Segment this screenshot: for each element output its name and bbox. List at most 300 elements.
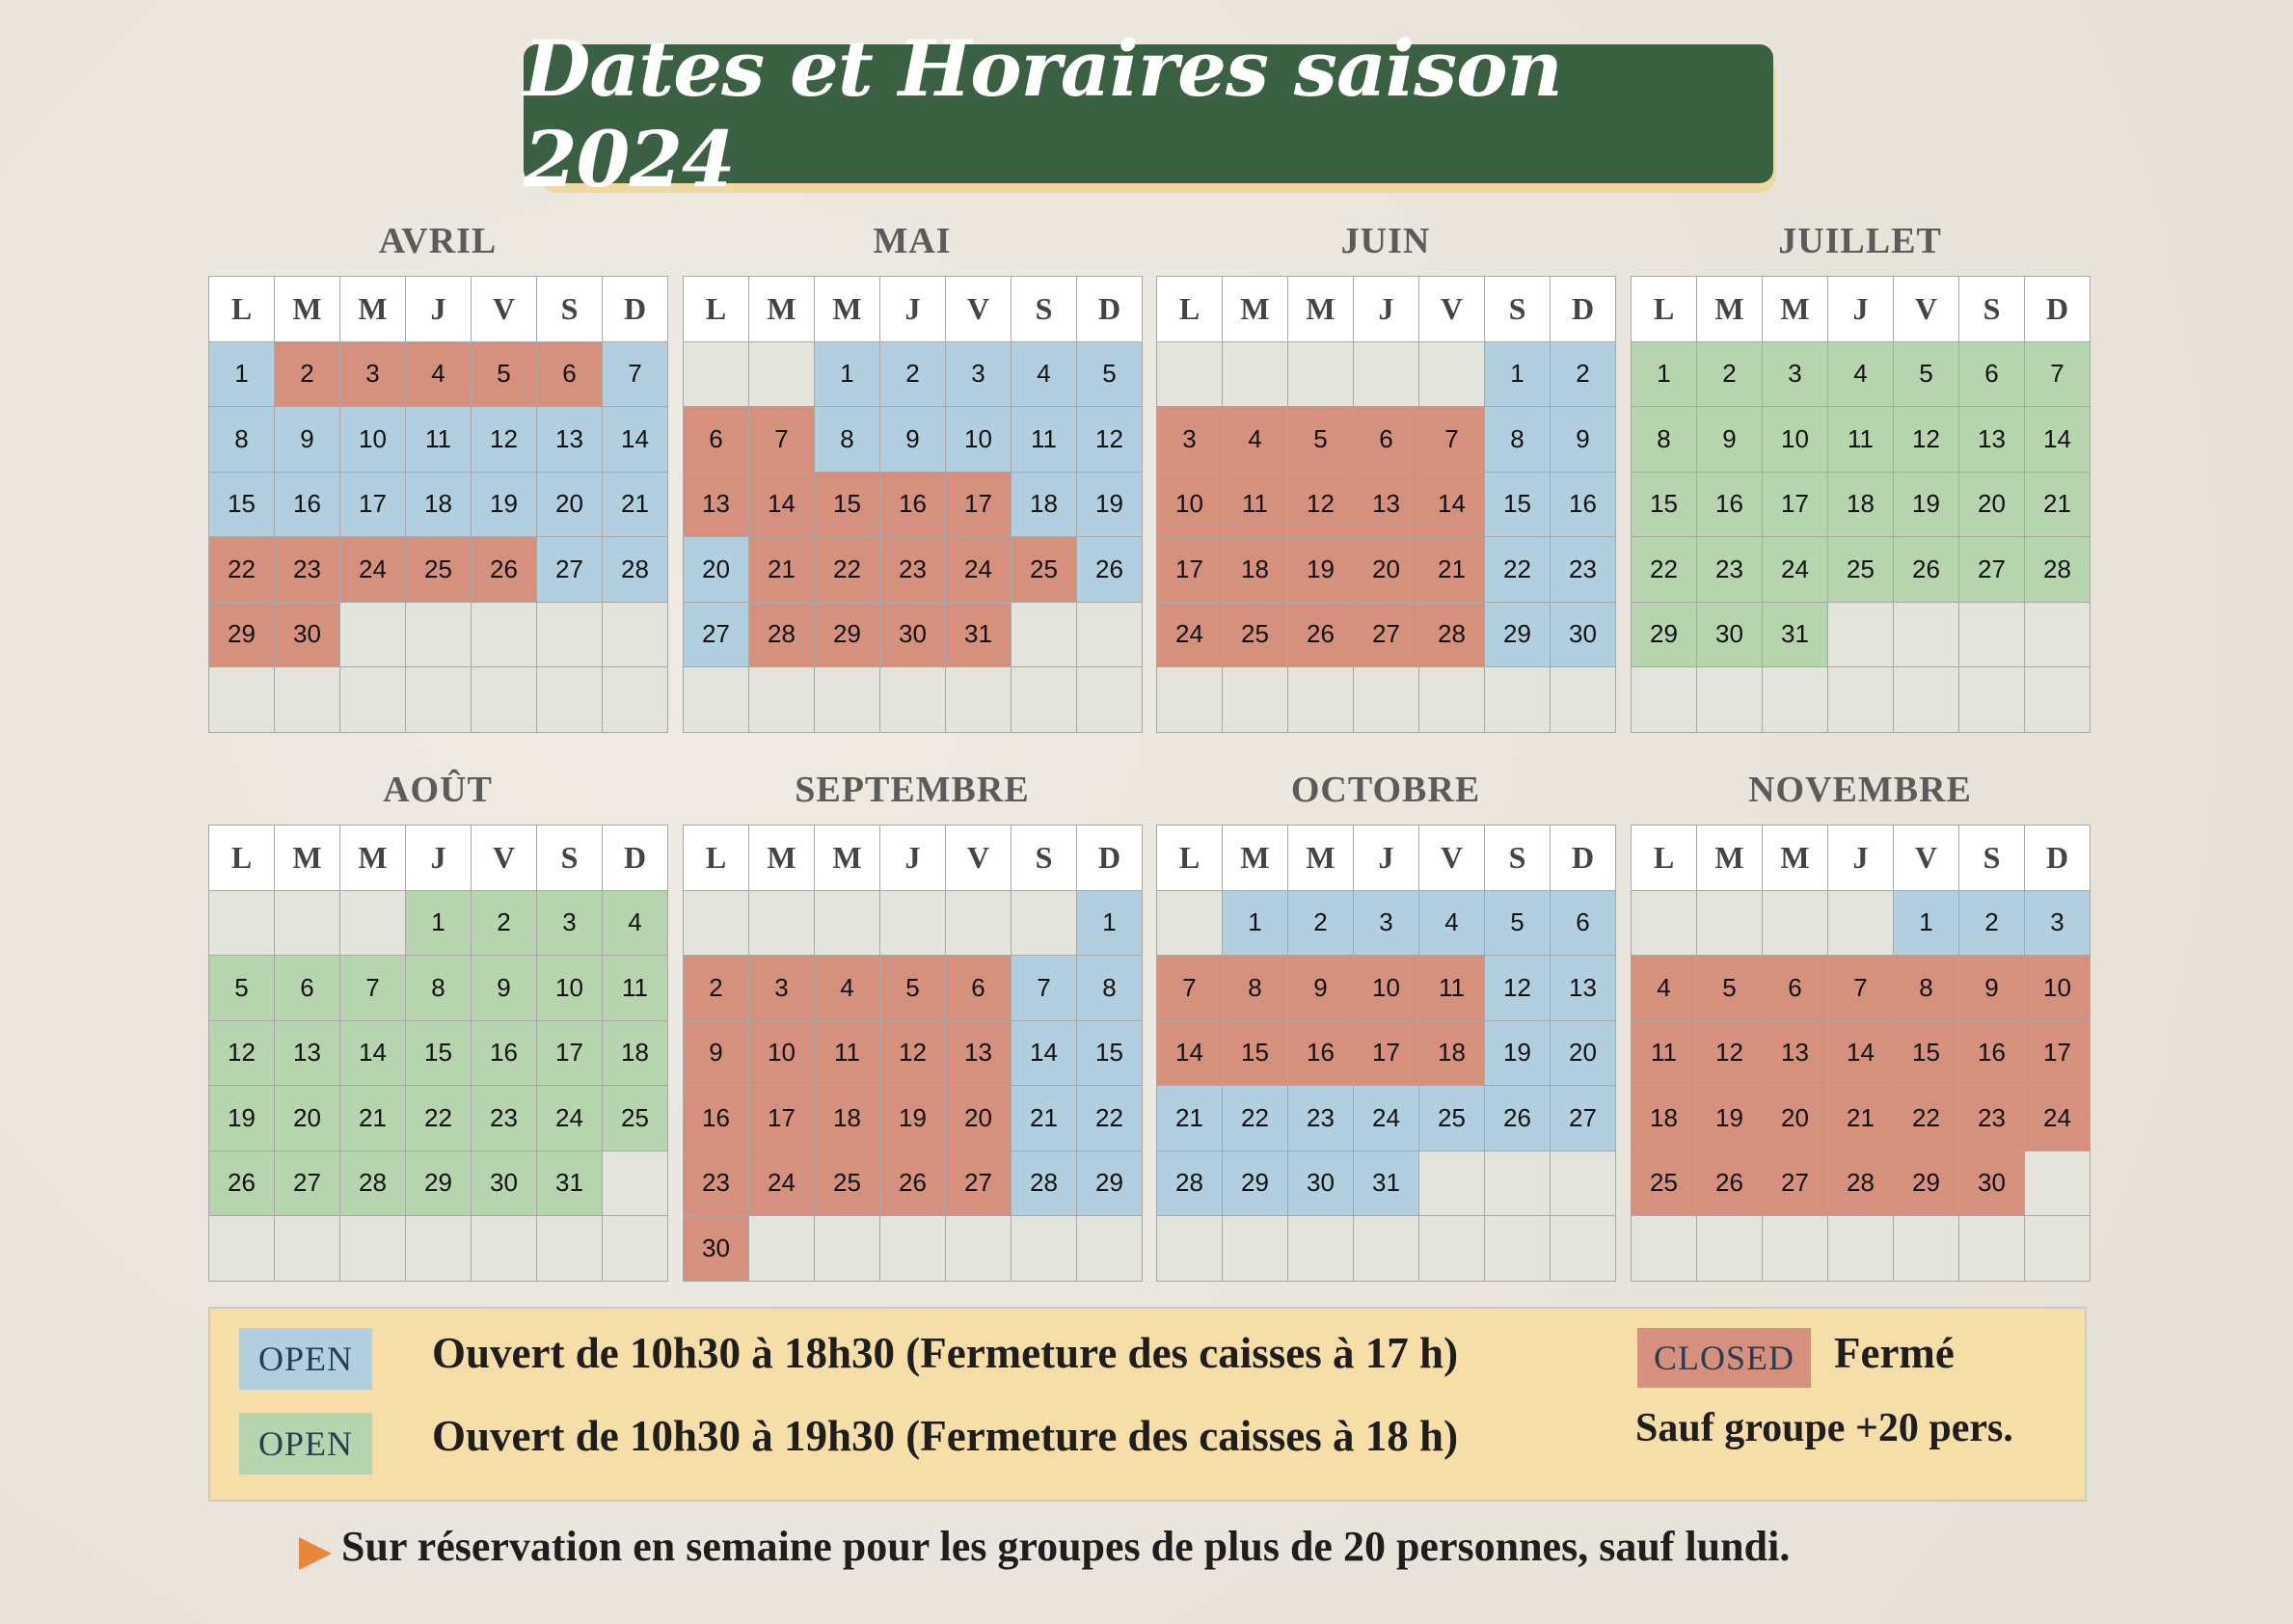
month-juillet	[1631, 221, 2090, 733]
day-cell: 5	[880, 956, 946, 1021]
day-cell: 29	[1894, 1151, 1959, 1217]
day-cell: 29	[1632, 603, 1697, 668]
weekday-header: L	[209, 826, 275, 891]
empty-cell	[275, 891, 340, 957]
month-name: NOVEMBRE	[1748, 770, 1972, 810]
day-cell: 29	[209, 603, 275, 668]
day-cell: 19	[472, 473, 537, 538]
day-cell: 9	[1551, 407, 1616, 473]
day-cell: 23	[1697, 537, 1763, 603]
day-cell: 14	[603, 407, 668, 473]
legend-closed-text: Fermé	[1834, 1329, 1955, 1377]
day-cell: 28	[1157, 1151, 1223, 1217]
day-cell: 26	[1894, 537, 1959, 603]
empty-cell	[880, 891, 946, 957]
month-grid	[1156, 825, 1616, 1282]
empty-cell	[1223, 1216, 1288, 1282]
weekday-header: J	[406, 826, 472, 891]
empty-cell	[537, 1216, 603, 1282]
month-name: OCTOBRE	[1290, 770, 1481, 810]
day-cell: 27	[1763, 1151, 1828, 1217]
day-cell: 25	[1223, 603, 1288, 668]
weekday-header: M	[275, 277, 340, 342]
day-cell: 1	[1223, 891, 1288, 957]
empty-cell	[340, 603, 406, 668]
day-cell: 30	[1697, 603, 1763, 668]
empty-cell	[815, 891, 880, 957]
empty-cell	[1828, 1216, 1894, 1282]
day-cell: 12	[1697, 1021, 1763, 1087]
day-cell: 16	[275, 473, 340, 538]
month-grid	[1631, 276, 2091, 733]
weekday-header: D	[1551, 826, 1616, 891]
day-cell: 21	[340, 1086, 406, 1151]
weekday-header: V	[472, 277, 537, 342]
weekday-header: L	[684, 826, 749, 891]
day-cell: 6	[275, 956, 340, 1021]
month-name: AOÛT	[383, 770, 493, 810]
day-cell: 12	[472, 407, 537, 473]
day-cell: 30	[880, 603, 946, 668]
day-cell: 16	[1697, 473, 1763, 538]
day-cell: 12	[1485, 956, 1551, 1021]
empty-cell	[406, 1216, 472, 1282]
empty-cell	[946, 891, 1012, 957]
day-cell: 23	[472, 1086, 537, 1151]
empty-cell	[1894, 667, 1959, 733]
empty-cell	[1288, 342, 1354, 408]
day-cell: 31	[1763, 603, 1828, 668]
day-cell: 28	[603, 537, 668, 603]
empty-cell	[472, 667, 537, 733]
empty-cell	[1697, 667, 1763, 733]
day-cell: 15	[1632, 473, 1697, 538]
day-cell: 19	[1077, 473, 1143, 538]
weekday-header: S	[537, 277, 603, 342]
day-cell: 4	[1223, 407, 1288, 473]
day-cell: 20	[537, 473, 603, 538]
day-cell: 18	[815, 1086, 880, 1151]
day-cell: 25	[1828, 537, 1894, 603]
day-cell: 10	[1354, 956, 1419, 1021]
day-cell: 9	[880, 407, 946, 473]
weekday-header: D	[603, 826, 668, 891]
empty-cell	[749, 667, 815, 733]
empty-cell	[946, 667, 1012, 733]
weekday-header: J	[1354, 826, 1419, 891]
day-cell: 21	[1157, 1086, 1223, 1151]
day-cell: 24	[1763, 537, 1828, 603]
day-cell: 15	[1077, 1021, 1143, 1087]
day-cell: 22	[209, 537, 275, 603]
day-cell: 6	[537, 342, 603, 408]
empty-cell	[275, 667, 340, 733]
day-cell: 3	[537, 891, 603, 957]
weekday-header: S	[1485, 277, 1551, 342]
day-cell: 1	[1894, 891, 1959, 957]
empty-cell	[1632, 1216, 1697, 1282]
day-cell: 21	[749, 537, 815, 603]
weekday-header: L	[684, 277, 749, 342]
day-cell: 4	[1828, 342, 1894, 408]
empty-cell	[1697, 1216, 1763, 1282]
day-cell: 7	[1828, 956, 1894, 1021]
day-cell: 12	[880, 1021, 946, 1087]
weekday-header: L	[1157, 277, 1223, 342]
day-cell: 1	[406, 891, 472, 957]
day-cell: 5	[1485, 891, 1551, 957]
empty-cell	[2025, 667, 2091, 733]
empty-cell	[1288, 1216, 1354, 1282]
day-cell: 27	[1551, 1086, 1616, 1151]
day-cell: 27	[275, 1151, 340, 1217]
day-cell: 23	[1551, 537, 1616, 603]
day-cell: 14	[1012, 1021, 1077, 1087]
weekday-header: D	[1077, 826, 1143, 891]
empty-cell	[1354, 1216, 1419, 1282]
legend-closed-subtext: Sauf groupe +20 pers.	[1635, 1406, 2013, 1450]
day-cell: 19	[209, 1086, 275, 1151]
day-cell: 2	[684, 956, 749, 1021]
day-cell: 27	[537, 537, 603, 603]
empty-cell	[1157, 342, 1223, 408]
day-cell: 6	[1959, 342, 2025, 408]
day-cell: 20	[1354, 537, 1419, 603]
day-cell: 25	[1419, 1086, 1485, 1151]
empty-cell	[603, 667, 668, 733]
empty-cell	[1012, 891, 1077, 957]
weekday-header: V	[1419, 826, 1485, 891]
weekday-header: S	[537, 826, 603, 891]
day-cell: 17	[1354, 1021, 1419, 1087]
day-cell: 28	[1419, 603, 1485, 668]
day-cell: 5	[209, 956, 275, 1021]
day-cell: 16	[1288, 1021, 1354, 1087]
day-cell: 16	[1551, 473, 1616, 538]
day-cell: 20	[946, 1086, 1012, 1151]
empty-cell	[1894, 603, 1959, 668]
empty-cell	[1354, 667, 1419, 733]
day-cell: 10	[537, 956, 603, 1021]
weekday-header: J	[1828, 277, 1894, 342]
empty-cell	[537, 603, 603, 668]
empty-cell	[406, 667, 472, 733]
day-cell: 13	[1354, 473, 1419, 538]
day-cell: 9	[684, 1021, 749, 1087]
weekday-header: M	[1288, 826, 1354, 891]
day-cell: 16	[880, 473, 946, 538]
empty-cell	[340, 667, 406, 733]
empty-cell	[537, 667, 603, 733]
day-cell: 23	[1288, 1086, 1354, 1151]
day-cell: 27	[946, 1151, 1012, 1217]
day-cell: 17	[2025, 1021, 2091, 1087]
weekday-header: M	[1697, 826, 1763, 891]
day-cell: 16	[472, 1021, 537, 1087]
day-cell: 12	[209, 1021, 275, 1087]
empty-cell	[340, 1216, 406, 1282]
day-cell: 2	[1551, 342, 1616, 408]
day-cell: 2	[1959, 891, 2025, 957]
day-cell: 28	[1828, 1151, 1894, 1217]
empty-cell	[880, 667, 946, 733]
day-cell: 4	[1419, 891, 1485, 957]
weekday-header: V	[946, 277, 1012, 342]
day-cell: 11	[1828, 407, 1894, 473]
day-cell: 12	[1894, 407, 1959, 473]
day-cell: 20	[1763, 1086, 1828, 1151]
open-green-chip: OPEN	[239, 1413, 372, 1475]
weekday-header: M	[1697, 277, 1763, 342]
day-cell: 17	[537, 1021, 603, 1087]
day-cell: 8	[1223, 956, 1288, 1021]
day-cell: 17	[749, 1086, 815, 1151]
weekday-header: M	[815, 277, 880, 342]
day-cell: 22	[815, 537, 880, 603]
day-cell: 30	[275, 603, 340, 668]
empty-cell	[1012, 1216, 1077, 1282]
empty-cell	[1828, 603, 1894, 668]
day-cell: 26	[472, 537, 537, 603]
day-cell: 21	[603, 473, 668, 538]
day-cell: 10	[946, 407, 1012, 473]
day-cell: 4	[406, 342, 472, 408]
day-cell: 25	[815, 1151, 880, 1217]
empty-cell	[684, 891, 749, 957]
day-cell: 13	[275, 1021, 340, 1087]
empty-cell	[1485, 1216, 1551, 1282]
weekday-header: J	[1354, 277, 1419, 342]
empty-cell	[472, 603, 537, 668]
day-cell: 26	[1697, 1151, 1763, 1217]
day-cell: 9	[472, 956, 537, 1021]
day-cell: 10	[340, 407, 406, 473]
legend	[208, 1307, 2087, 1502]
day-cell: 5	[472, 342, 537, 408]
weekday-header: L	[1157, 826, 1223, 891]
weekday-header: V	[1894, 277, 1959, 342]
empty-cell	[684, 667, 749, 733]
day-cell: 7	[603, 342, 668, 408]
weekday-header: V	[1419, 277, 1485, 342]
empty-cell	[1551, 1151, 1616, 1217]
day-cell: 23	[880, 537, 946, 603]
day-cell: 14	[1157, 1021, 1223, 1087]
day-cell: 22	[1894, 1086, 1959, 1151]
month-septembre	[683, 770, 1142, 1282]
day-cell: 12	[1288, 473, 1354, 538]
empty-cell	[406, 603, 472, 668]
month-novembre	[1631, 770, 2090, 1282]
empty-cell	[1012, 603, 1077, 668]
empty-cell	[603, 603, 668, 668]
day-cell: 21	[1012, 1086, 1077, 1151]
day-cell: 8	[209, 407, 275, 473]
day-cell: 17	[946, 473, 1012, 538]
weekday-header: J	[880, 826, 946, 891]
day-cell: 30	[1288, 1151, 1354, 1217]
day-cell: 27	[1959, 537, 2025, 603]
day-cell: 3	[946, 342, 1012, 408]
day-cell: 4	[1012, 342, 1077, 408]
day-cell: 31	[537, 1151, 603, 1217]
weekday-header: L	[1632, 277, 1697, 342]
weekday-header: M	[815, 826, 880, 891]
day-cell: 28	[340, 1151, 406, 1217]
day-cell: 11	[815, 1021, 880, 1087]
weekday-header: S	[1012, 826, 1077, 891]
month-grid	[208, 276, 668, 733]
day-cell: 2	[880, 342, 946, 408]
empty-cell	[275, 1216, 340, 1282]
empty-cell	[209, 1216, 275, 1282]
day-cell: 14	[1419, 473, 1485, 538]
day-cell: 26	[209, 1151, 275, 1217]
day-cell: 3	[340, 342, 406, 408]
empty-cell	[1012, 667, 1077, 733]
day-cell: 16	[684, 1086, 749, 1151]
day-cell: 24	[1354, 1086, 1419, 1151]
day-cell: 13	[684, 473, 749, 538]
day-cell: 23	[1959, 1086, 2025, 1151]
empty-cell	[1223, 667, 1288, 733]
day-cell: 25	[406, 537, 472, 603]
empty-cell	[1763, 667, 1828, 733]
day-cell: 20	[1959, 473, 2025, 538]
day-cell: 26	[880, 1151, 946, 1217]
day-cell: 3	[749, 956, 815, 1021]
day-cell: 28	[1012, 1151, 1077, 1217]
empty-cell	[1763, 1216, 1828, 1282]
day-cell: 19	[880, 1086, 946, 1151]
empty-cell	[1894, 1216, 1959, 1282]
day-cell: 26	[1485, 1086, 1551, 1151]
empty-cell	[2025, 1216, 2091, 1282]
day-cell: 13	[537, 407, 603, 473]
day-cell: 3	[1763, 342, 1828, 408]
open-blue-chip: OPEN	[239, 1328, 372, 1390]
month-name: JUILLET	[1778, 221, 1942, 261]
month-grid	[683, 825, 1143, 1282]
day-cell: 25	[1632, 1151, 1697, 1217]
day-cell: 27	[684, 603, 749, 668]
day-cell: 8	[1632, 407, 1697, 473]
month-name: MAI	[873, 221, 952, 261]
day-cell: 13	[1551, 956, 1616, 1021]
empty-cell	[1419, 342, 1485, 408]
day-cell: 8	[1485, 407, 1551, 473]
day-cell: 17	[1763, 473, 1828, 538]
month-août	[208, 770, 667, 1282]
weekday-header: D	[1077, 277, 1143, 342]
day-cell: 16	[1959, 1021, 2025, 1087]
day-cell: 18	[1012, 473, 1077, 538]
weekday-header: M	[1763, 277, 1828, 342]
day-cell: 29	[1077, 1151, 1143, 1217]
month-octobre	[1156, 770, 1615, 1282]
day-cell: 8	[1894, 956, 1959, 1021]
day-cell: 21	[1419, 537, 1485, 603]
empty-cell	[1959, 603, 2025, 668]
legend-green-text: Ouvert de 10h30 à 19h30 (Fermeture des caisses à 18 h)	[432, 1412, 1459, 1460]
day-cell: 8	[406, 956, 472, 1021]
empty-cell	[1485, 667, 1551, 733]
day-cell: 11	[603, 956, 668, 1021]
page-title: Dates et Horaires saison 2024	[524, 23, 1562, 204]
day-cell: 20	[684, 537, 749, 603]
empty-cell	[749, 891, 815, 957]
day-cell: 15	[1894, 1021, 1959, 1087]
day-cell: 30	[1551, 603, 1616, 668]
day-cell: 7	[340, 956, 406, 1021]
weekday-header: S	[1959, 826, 2025, 891]
title-banner	[524, 23, 1773, 204]
arrow-icon	[299, 1537, 332, 1570]
empty-cell	[1632, 667, 1697, 733]
day-cell: 13	[1763, 1021, 1828, 1087]
day-cell: 25	[1012, 537, 1077, 603]
weekday-header: D	[603, 277, 668, 342]
empty-cell	[1959, 667, 2025, 733]
empty-cell	[1157, 667, 1223, 733]
day-cell: 22	[1077, 1086, 1143, 1151]
day-cell: 7	[1419, 407, 1485, 473]
month-name: SEPTEMBRE	[795, 770, 1030, 810]
day-cell: 19	[1894, 473, 1959, 538]
day-cell: 7	[2025, 342, 2091, 408]
empty-cell	[1223, 342, 1288, 408]
weekday-header: V	[1894, 826, 1959, 891]
empty-cell	[1697, 891, 1763, 957]
day-cell: 29	[1485, 603, 1551, 668]
empty-cell	[2025, 603, 2091, 668]
day-cell: 24	[537, 1086, 603, 1151]
day-cell: 9	[1697, 407, 1763, 473]
day-cell: 11	[406, 407, 472, 473]
empty-cell	[472, 1216, 537, 1282]
empty-cell	[1077, 603, 1143, 668]
day-cell: 8	[815, 407, 880, 473]
weekday-header: V	[946, 826, 1012, 891]
day-cell: 2	[275, 342, 340, 408]
day-cell: 2	[1288, 891, 1354, 957]
empty-cell	[1632, 891, 1697, 957]
day-cell: 23	[275, 537, 340, 603]
day-cell: 18	[1828, 473, 1894, 538]
day-cell: 1	[815, 342, 880, 408]
weekday-header: M	[1223, 277, 1288, 342]
day-cell: 1	[1485, 342, 1551, 408]
empty-cell	[1419, 1216, 1485, 1282]
day-cell: 8	[1077, 956, 1143, 1021]
day-cell: 11	[1419, 956, 1485, 1021]
day-cell: 18	[1419, 1021, 1485, 1087]
empty-cell	[946, 1216, 1012, 1282]
day-cell: 26	[1288, 603, 1354, 668]
empty-cell	[2025, 1151, 2091, 1217]
day-cell: 1	[209, 342, 275, 408]
day-cell: 5	[1077, 342, 1143, 408]
day-cell: 13	[1959, 407, 2025, 473]
day-cell: 12	[1077, 407, 1143, 473]
empty-cell	[209, 891, 275, 957]
day-cell: 6	[1763, 956, 1828, 1021]
weekday-header: V	[472, 826, 537, 891]
day-cell: 30	[1959, 1151, 2025, 1217]
day-cell: 29	[1223, 1151, 1288, 1217]
closed-chip: CLOSED	[1637, 1328, 1811, 1388]
weekday-header: J	[1828, 826, 1894, 891]
